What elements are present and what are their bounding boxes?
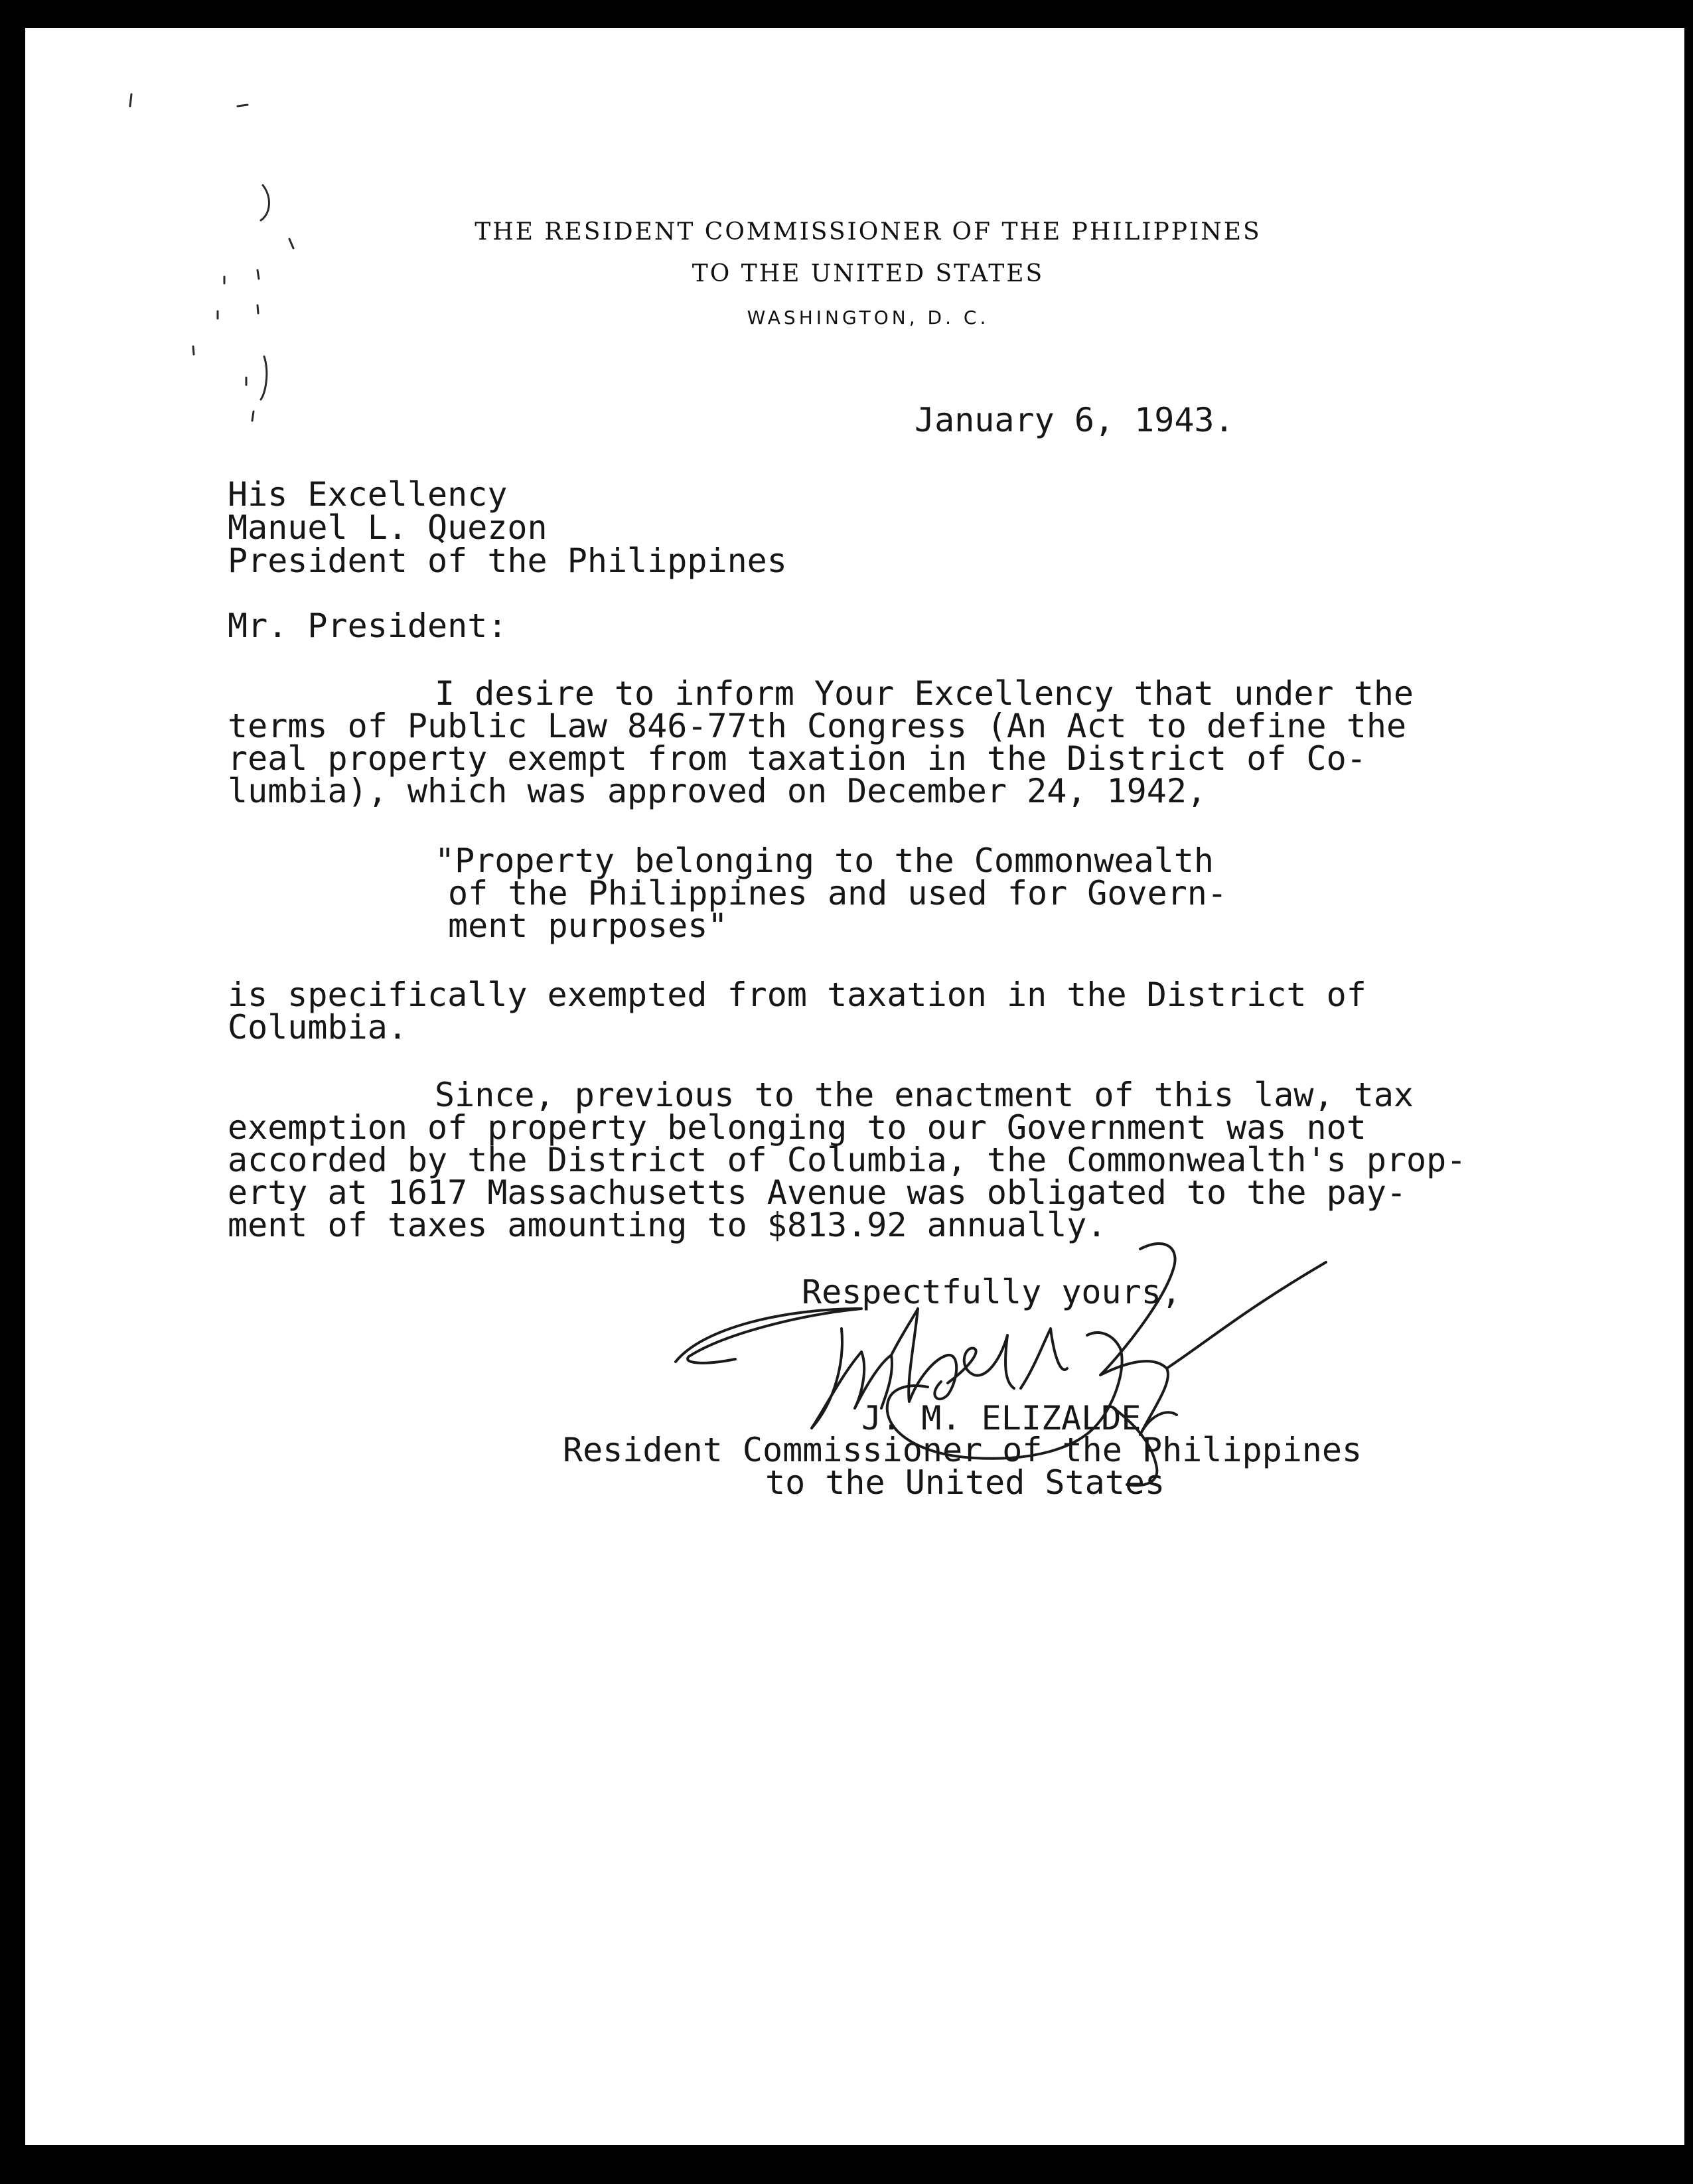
paragraph1-line: lumbia), which was approved on December 24, 1942,: [228, 772, 1207, 810]
quote-line: "Property belonging to the Commonwealth: [435, 841, 1214, 880]
paragraph3-line: accorded by the District of Columbia, the Commonwealth's prop-: [228, 1141, 1467, 1179]
handwritten-signature: [662, 1209, 1426, 1528]
paragraph2-line: Columbia.: [228, 1008, 407, 1047]
signatory-title: to the United States: [765, 1463, 1165, 1502]
paragraph1-line: real property exempt from taxation in the District of Co-: [228, 739, 1366, 778]
paragraph3-line: Since, previous to the enactment of this law, tax: [435, 1076, 1414, 1114]
paragraph2-line: is specifically exempted from taxation in the District of: [228, 976, 1366, 1014]
paragraph3-line: erty at 1617 Massachusetts Avenue was obligated to the pay-: [228, 1173, 1407, 1212]
complimentary-close: Respectfully yours,: [802, 1273, 1181, 1311]
recipient-line: President of the Philippines: [228, 542, 787, 580]
paragraph3-line: exemption of property belonging to our Government was not: [228, 1108, 1366, 1147]
quote-line: ment purposes": [448, 907, 728, 945]
letterhead-subtitle: TO THE UNITED STATES: [692, 260, 1045, 287]
letterhead-location: WASHINGTON, D. C.: [747, 307, 990, 328]
paragraph1-line: I desire to inform Your Excellency that under the: [435, 674, 1414, 713]
paragraph3-line: ment of taxes amounting to $813.92 annually.: [228, 1206, 1107, 1244]
recipient-line: Manuel L. Quezon: [228, 508, 548, 547]
scan-marks: [25, 28, 357, 492]
letter-date: January 6, 1943.: [915, 401, 1234, 439]
signatory-name: J. M. ELIZALDE: [861, 1399, 1141, 1437]
salutation: Mr. President:: [228, 607, 508, 645]
recipient-line: His Excellency: [228, 475, 508, 514]
letterhead-title: THE RESIDENT COMMISSIONER OF THE PHILIPPINES: [475, 218, 1262, 246]
letter-page: [25, 28, 1684, 2145]
quote-line: of the Philippines and used for Govern-: [448, 874, 1227, 912]
recipient-address: [228, 475, 787, 580]
paragraph1-line: terms of Public Law 846-77th Congress (An Act to define the: [228, 707, 1407, 745]
signatory-title: Resident Commissioner of the Philippines: [563, 1431, 1362, 1469]
